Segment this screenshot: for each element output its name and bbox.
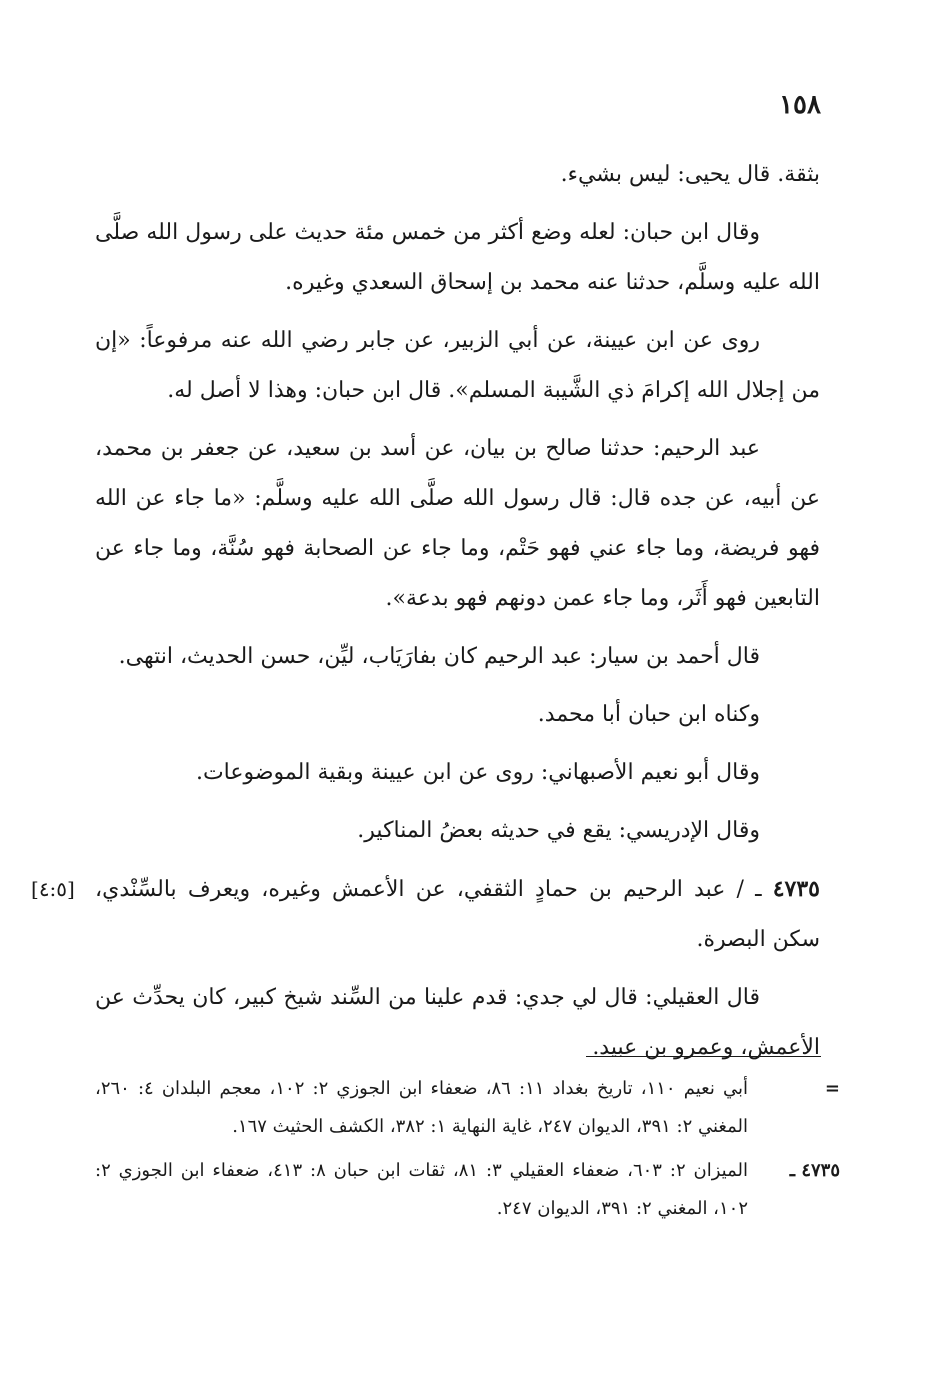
paragraph: روى عن ابن عيينة، عن أبي الزبير، عن جابر رضي الله عنه مرفوعاً: «إن من إجلال الله إكرامَ ذي الشَّيبة المسلم». قال ابن حبان: وهذا لا أصل له.: [95, 328, 820, 403]
paragraph: بثقة. قال يحيى: ليس بشيء.: [560, 162, 820, 187]
footnote-marker: =: [824, 1078, 840, 1099]
paragraph: عبد الرحيم: حدثنا صالح بن بيان، عن أسد بن سعيد، عن جعفر بن محمد، عن أبيه، عن جده قال: قال رسول الله صلَّى الله عليه وسلَّم: «ما جاء عن الله فهو فريضة، وما جاء عني فهو حَتْم، وما جاء عن الصحابة فهو سُنَّة، وما جاء عن التابعين فهو أَثَر، وما جاء عمن دونهم فهو بدعة».: [95, 436, 820, 611]
page-number: ١٥٨: [779, 90, 821, 120]
paragraph: وكناه ابن حبان أبا محمد.: [537, 702, 760, 727]
footnote-text: أبي نعيم ١١٠، تاريخ بغداد ١١: ٨٦، ضعفاء ابن الجوزي ٢: ١٠٢، معجم البلدان ٤: ٢٦٠، المغني ٢: ٣٩١، الديوان ٢٤٧، غاية النهاية ١: ٣٨٢، الكشف الحثيث ١٦٧.: [95, 1078, 748, 1137]
footnotes: [95, 1070, 840, 1234]
paragraph: وقال ابن حبان: لعله وضع أكثر من خمس مئة حديث على رسول الله صلَّى الله عليه وسلَّم، حدثنا عنه محمد بن إسحاق السعدي وغيره.: [95, 220, 820, 295]
main-text: [31, 150, 820, 1081]
footnote-separator-line: [586, 1056, 821, 1057]
footnote-marker: ٤٧٣٥ ـ: [789, 1160, 840, 1181]
entry-separator: ـ /: [725, 877, 773, 902]
volume-page-reference: [٤:٥]: [31, 877, 75, 901]
footnote: [95, 1070, 840, 1146]
paragraph: وقال الإدريسي: يقع في حديثه بعضُ المناكير.: [357, 818, 760, 843]
paragraph: وقال أبو نعيم الأصبهاني: روى عن ابن عيينة وبقية الموضوعات.: [195, 760, 760, 785]
footnote: [95, 1152, 840, 1228]
paragraph: قال أحمد بن سيار: عبد الرحيم كان بفارَيَاب، ليِّن، حسن الحديث، انتهى.: [118, 644, 760, 669]
biography-entry: [31, 864, 820, 965]
footnote-text: الميزان ٢: ٦٠٣، ضعفاء العقيلي ٣: ٨١، ثقات ابن حبان ٨: ٤١٣، ضعفاء ابن الجوزي ٢: ١٠٢، المغني ٢: ٣٩١، الديوان ٢٤٧.: [95, 1160, 749, 1219]
entry-text: عبد الرحيم بن حمادٍ الثقفي، عن الأعمش وغيره، ويعرف بالسِّنْدي، سكن البصرة.: [95, 877, 820, 952]
paragraph: قال العقيلي: قال لي جدي: قدم علينا من السِّند شيخ كبير، كان يحدِّث عن الأعمش، وعمرو بن عبيد.: [95, 985, 820, 1060]
entry-number: ٤٧٣٥: [772, 876, 820, 902]
